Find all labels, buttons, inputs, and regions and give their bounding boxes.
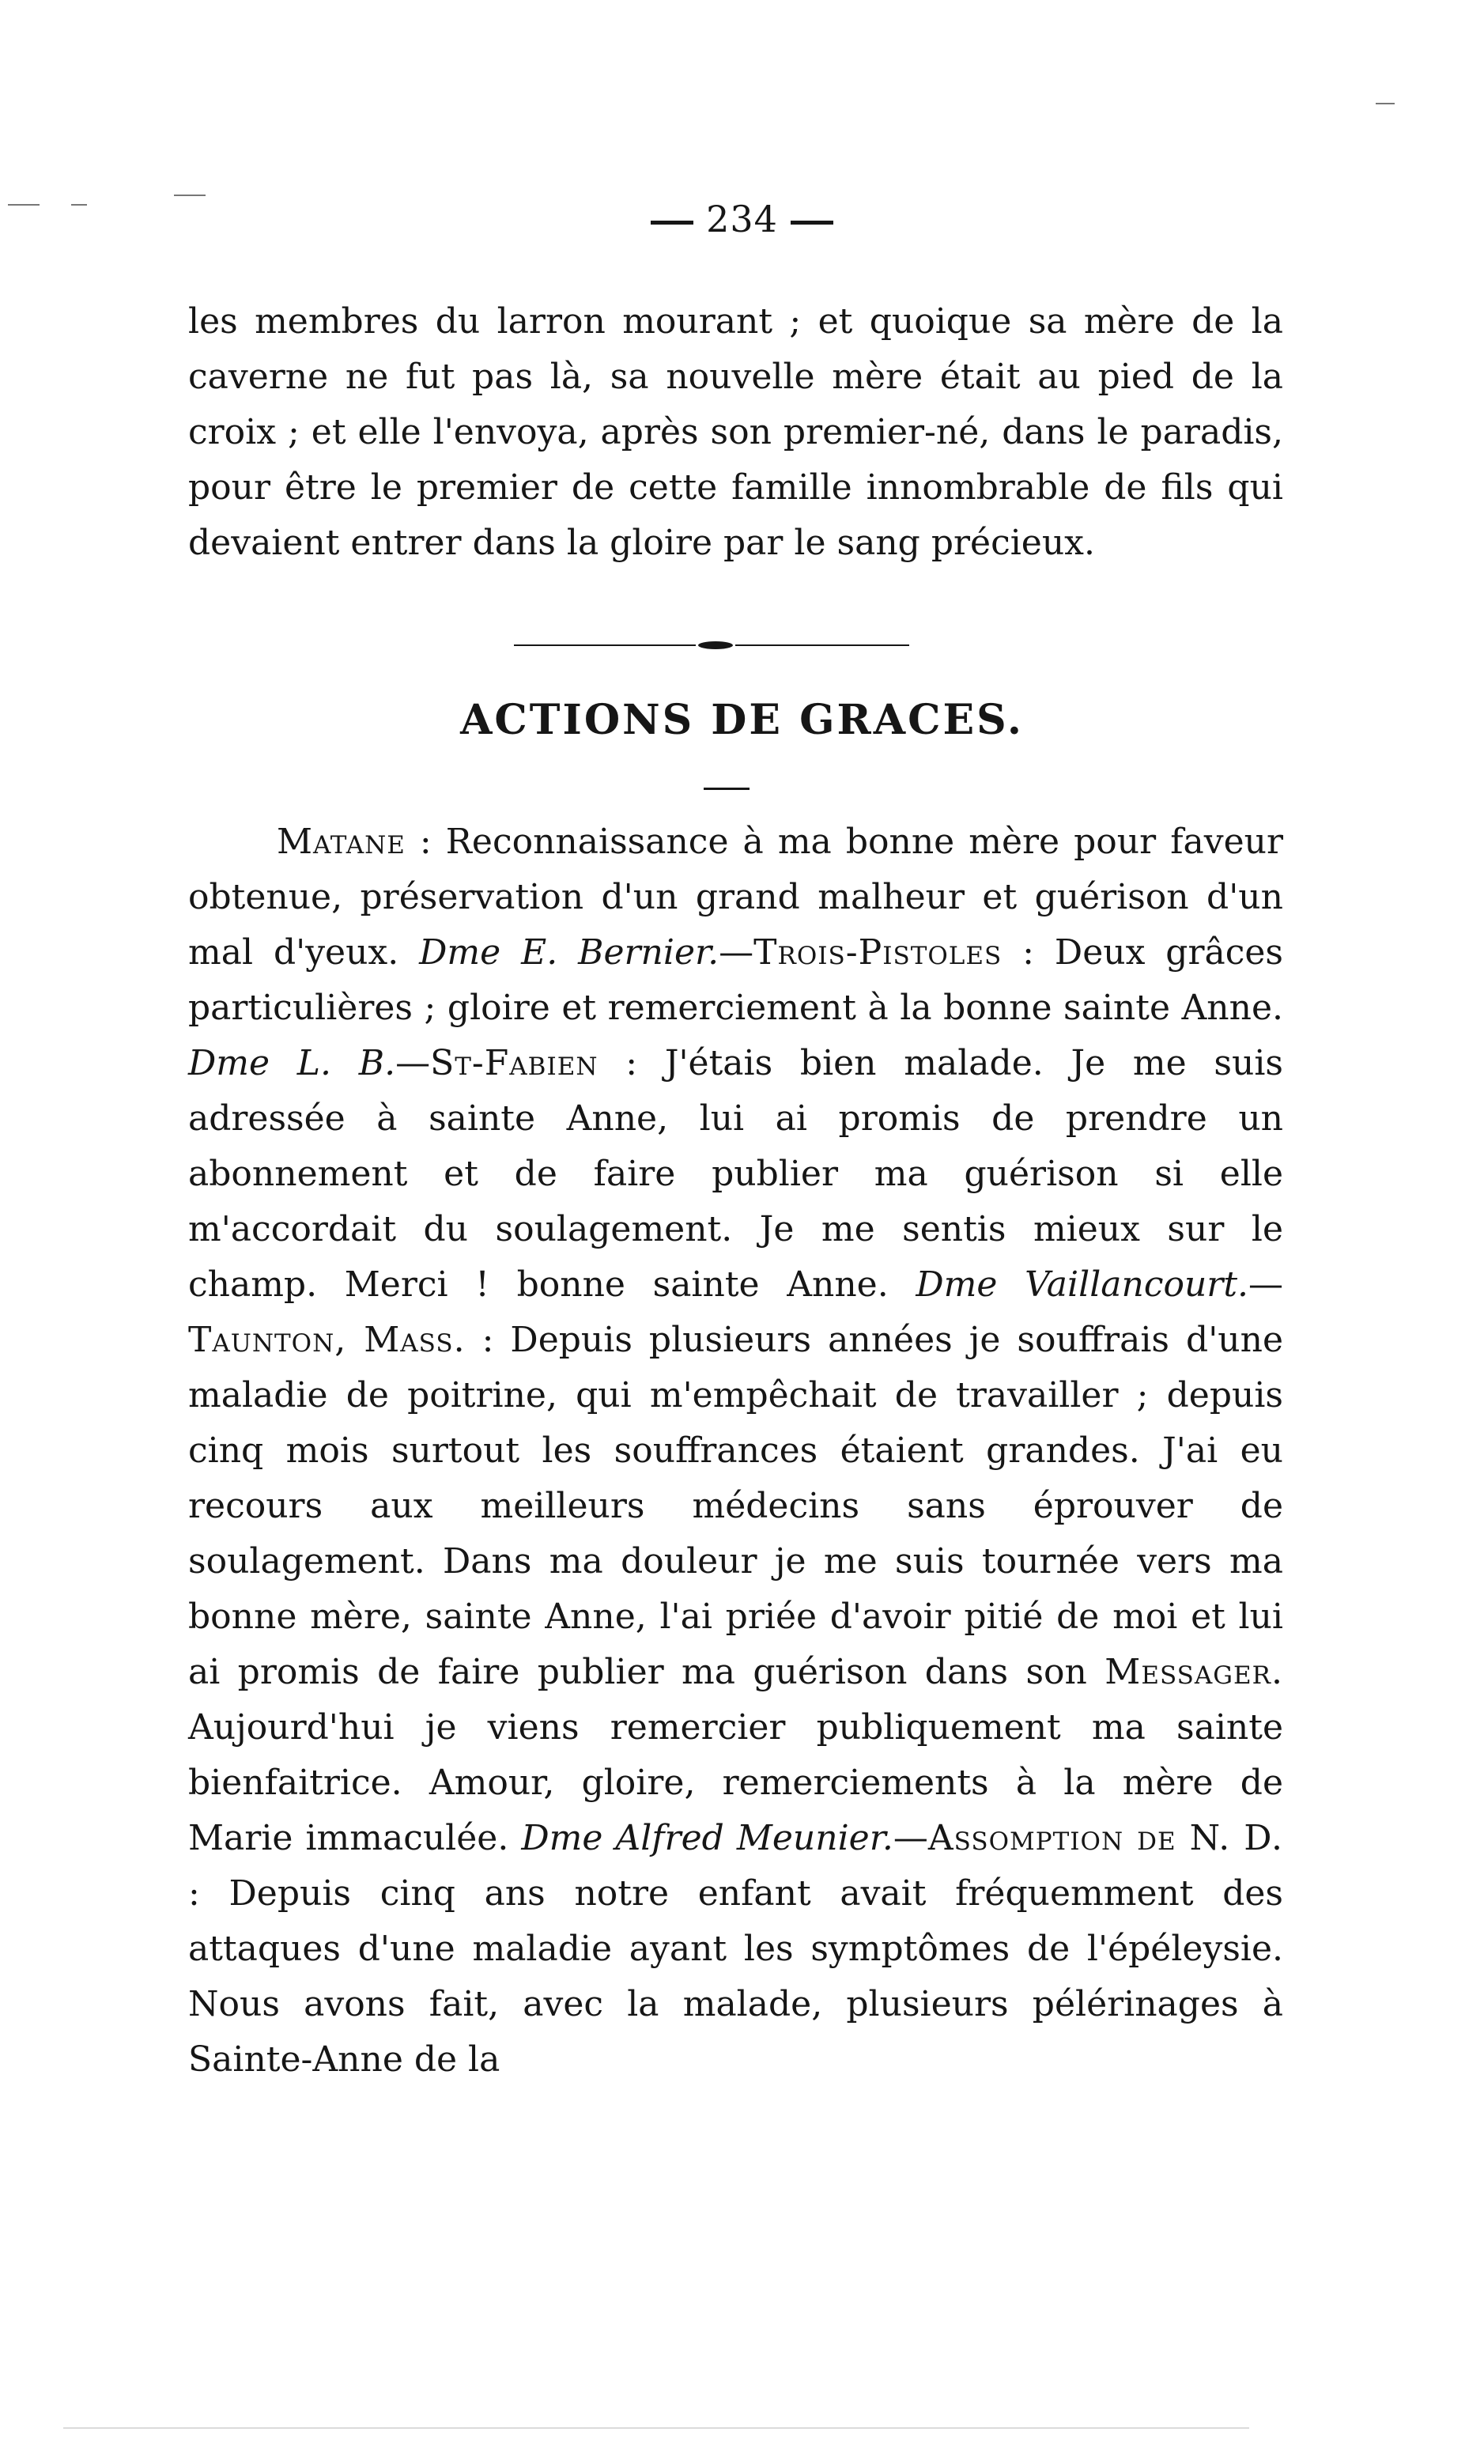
entry-sep: :	[465, 1320, 511, 1360]
entry-text: Reconnaissance à ma bonne mère pour faveur obtenue, préservation d'un grand malheur et guérison d'un mal d'yeux.	[188, 822, 1283, 973]
thanksgiving-body	[188, 814, 1283, 2088]
entry-place: Taunton, Mass.	[188, 1320, 466, 1360]
intro-text: les membres du larron mourant ; et quoique sa mère de la caverne ne fut pas là, sa nouvelle mère était au pied de la croix ; et elle l'envoya, après son premier-né, dans le paradis, pour être le premier de cette famille innombrable de fils qui devaient entrer dans la gloire par le sang précieux.	[188, 301, 1283, 563]
entry-author: Dme Alfred Meunier.	[521, 1818, 893, 1858]
entry-text: Depuis cinq ans notre enfant avait fréquemment des attaques d'une maladie ayant les symptômes de l'épéleysie. Nous avons fait, avec la malade, plusieurs pélérinages à Sainte-Anne de la	[188, 1873, 1284, 2080]
page-number-dash-right	[791, 221, 833, 225]
entry-publication: Messager.	[1105, 1652, 1283, 1692]
page-number	[0, 198, 1484, 240]
entry-sep: :	[598, 1043, 665, 1083]
ornament-divider	[0, 637, 1484, 653]
page-number-dash-left	[651, 221, 693, 225]
entry-place: Trois-Pistoles	[753, 932, 1003, 973]
scan-artifact	[174, 195, 206, 196]
thanksgiving-paragraph: Matane : Reconnaissance à ma bonne mère pour faveur obtenue, préservation d'un grand malheur et guérison d'un mal d'yeux. Dme E. Bernier.—Trois-Pistoles : Deux grâces particulières ; gloire et remerciement à la bonne sainte Anne. Dme L. B.—St-Fabien : J'étais bien malade. Je me suis adressée à sainte Anne, lui ai promis de prendre un abonnement et de faire publier ma guérison si elle m'accordait du soulagement. Je me sentis mieux sur le champ. Merci ! bonne sainte Anne. Dme Vaillancourt.—Taunton, Mass. : Depuis plusieurs années je souffrais d'une maladie de poitrine, qui m'empêchait de travailler ; depuis cinq mois surtout les souffrances étaient grandes. J'ai eu recours aux meilleurs médecins sans éprouver de soulagement. Dans ma douleur je me suis tournée vers ma bonne mère, sainte Anne, l'ai priée d'avoir pitié de moi et lui ai promis de faire publier ma guérison dans son Messager. Aujourd'hui je viens remercier publiquement ma sainte bienfaitrice. Amour, gloire, remerciements à la mère de Marie immaculée. Dme Alfred Meunier.—Assomption de N. D. : Depuis cinq ans notre enfant avait fréquemment des attaques d'une maladie ayant les symptômes de l'épéleysie. Nous avons fait, avec la malade, plusieurs pélérinages à Sainte-Anne de la	[188, 822, 1284, 2080]
entry-sep: :	[188, 1873, 229, 1914]
entry-text: Depuis plusieurs années je souffrais d'une maladie de poitrine, qui m'empêchait de travailler ; depuis cinq mois surtout les souffrances étaient grandes. J'ai eu recours aux meilleurs médecins sans éprouver de soulagement. Dans ma douleur je me suis tournée vers ma bonne mère, sainte Anne, l'ai priée d'avoir pitié de moi et lui ai promis de faire publier ma guérison dans son	[188, 1320, 1284, 1692]
intro-paragraph	[188, 294, 1283, 571]
entry-sep: :	[1002, 932, 1055, 973]
page-number-value: 234	[706, 198, 778, 240]
scan-artifact	[1376, 103, 1395, 104]
section-title: ACTIONS DE GRACES.	[460, 696, 1024, 744]
scan-artifact	[8, 204, 40, 206]
entry-author: Dme L. B.	[188, 1043, 396, 1083]
entry-author: Dme Vaillancourt.	[916, 1264, 1249, 1305]
entry-text: Aujourd'hui je viens remercier publiquement ma sainte bienfaitrice. Amour, gloire, remerciements à la mère de Marie immaculée.	[188, 1707, 1283, 1858]
entry-place: Matane	[277, 822, 406, 862]
scan-artifact	[71, 204, 87, 206]
entry-author: Dme E. Bernier.	[419, 932, 719, 973]
entry-text: Deux grâces particulières ; gloire et remerciement à la bonne sainte Anne.	[188, 932, 1283, 1028]
entry-sep: :	[405, 822, 446, 862]
entry-text: J'étais bien malade. Je me suis adressée à sainte Anne, lui ai promis de prendre un abonnement et de faire publier ma guérison si elle m'accordait du soulagement. Je me sentis mieux sur le champ. Merci ! bonne sainte Anne.	[188, 1043, 1283, 1305]
entry-place: Assomption de N. D.	[927, 1818, 1283, 1858]
title-rule	[704, 788, 750, 790]
entry-place: St-Fabien	[430, 1043, 599, 1083]
